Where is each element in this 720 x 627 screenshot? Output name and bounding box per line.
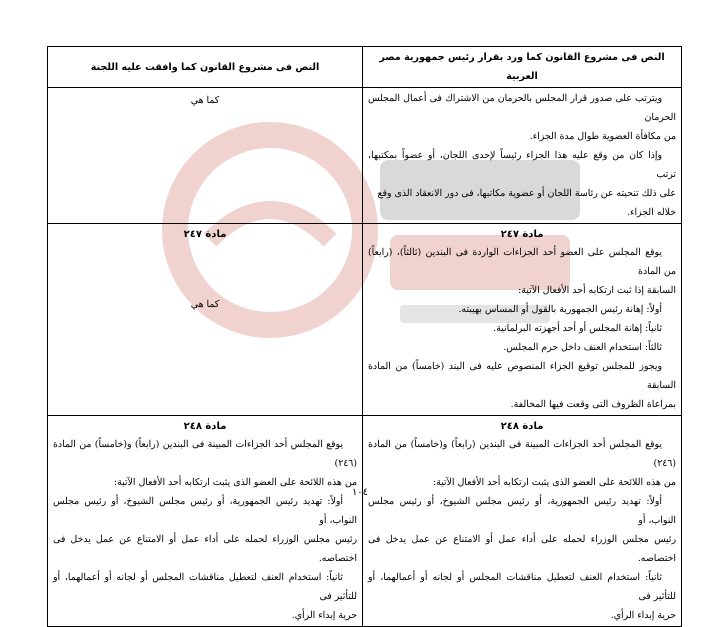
comparison-table [47, 46, 682, 627]
as-is-label: كما هي [190, 299, 220, 310]
paragraph: على ذلك تنحيته عن رئاسة اللجان أو عضوية مكاتبها، فى دور الانعقاد الذى وقع [377, 188, 676, 199]
paragraph: حرية إبداء الرأي. [610, 610, 676, 621]
paragraph: بمراعاة الظروف التى وقعت فيها المخالفة. [510, 399, 676, 410]
paragraph: ويجوز للمجلس توقيع الجزاء المنصوص عليه فى البند (خامساً) من المادة السابقة [368, 361, 676, 391]
article-title: مادة ٢٤٨ [500, 421, 544, 432]
paragraph: أولاً: تهديد رئيس الجمهورية، أو رئيس مجلس الشيوخ، أو رئيس مجلس النواب، أو [53, 496, 357, 526]
paragraph: حرية إبداء الرأي. [291, 610, 357, 621]
paragraph: من هذه اللائحة على العضو الذى يثبت ارتكابه أحد الأفعال الآتية: [432, 477, 676, 488]
paragraph: ثانياً: استخدام العنف لتعطيل مناقشات المجلس أو لجانه أو أعمالهما، أو للتأثير فى [368, 572, 676, 602]
article-title: مادة ٢٤٧ [500, 229, 544, 240]
paragraph: السابقة إذا ثبت ارتكابه أحد الأفعال الآتية: [518, 285, 676, 296]
paragraph: خلاله الجزاء. [627, 207, 676, 218]
paragraph: أولاً: تهديد رئيس الجمهورية، أو رئيس مجلس الشيوخ، أو رئيس مجلس النواب، أو [368, 496, 676, 526]
as-is-label: كما هي [190, 95, 220, 106]
paragraph: يوقع المجلس أحد الجزاءات المبينة فى البندين (رابعاً) و(خامساً) من المادة (٢٤٦) [368, 439, 676, 469]
paragraph: يوقع المجلس على العضو أحد الجزاءات الواردة فى البندين (ثالثاً)، (رابعاً) من المادة [368, 247, 676, 277]
paragraph: رئيس مجلس الوزراء لحمله على أداء عمل أو الامتناع عن عمل يدخل فى اختصاصه. [368, 534, 676, 564]
paragraph: ويترتب على صدور قرار المجلس بالحرمان من الاشتراك فى أعمال المجلس الحرمان [368, 93, 676, 123]
paragraph: من هذه اللائحة على العضو الذى يثبت ارتكابه أحد الأفعال الآتية: [113, 477, 357, 488]
paragraph: أولاً: إهانة رئيس الجمهورية بالقول أو المساس بهيبته. [458, 304, 662, 315]
row1-committee-text [48, 88, 363, 224]
header-committee-text: النص فى مشروع القانون كما وافقت عليه اللجنة [48, 47, 363, 88]
row3-committee-text [48, 416, 363, 627]
row2-government-text [363, 224, 682, 416]
paragraph: ثانياً: إهانة المجلس أو أحد أجهزته البرلمانية. [493, 323, 662, 334]
paragraph: من مكافأة العضوية طوال مدة الجزاء. [529, 131, 676, 142]
header-government-text: النص فى مشروع القانون كما ورد بقرار رئيس جمهورية مصر العربية [363, 47, 682, 88]
row2-committee-text [48, 224, 363, 416]
paragraph: ثانياً: استخدام العنف لتعطيل مناقشات المجلس أو لجانه أو أعمالهما، أو للتأثير فى [53, 572, 357, 602]
row3-government-text [363, 416, 682, 627]
paragraph: يوقع المجلس أحد الجزاءات المبينة فى البندين (رابعاً) و(خامساً) من المادة (٢٤٦) [53, 439, 357, 469]
row1-government-text [363, 88, 682, 224]
article-title: مادة ٢٤٧ [183, 229, 227, 240]
paragraph: وإذا كان من وقع عليه هذا الجزاء رئيساً لإحدى اللجان، أو عضواً بمكتبها، ترتب [368, 150, 676, 180]
paragraph: رئيس مجلس الوزراء لحمله على أداء عمل أو الامتناع عن عمل يدخل فى اختصاصه. [53, 534, 357, 564]
page-number: ١٠٤ [351, 487, 369, 498]
article-title: مادة ٢٤٨ [183, 421, 227, 432]
paragraph: ثالثاً: استخدام العنف داخل حرم المجلس. [503, 342, 662, 353]
